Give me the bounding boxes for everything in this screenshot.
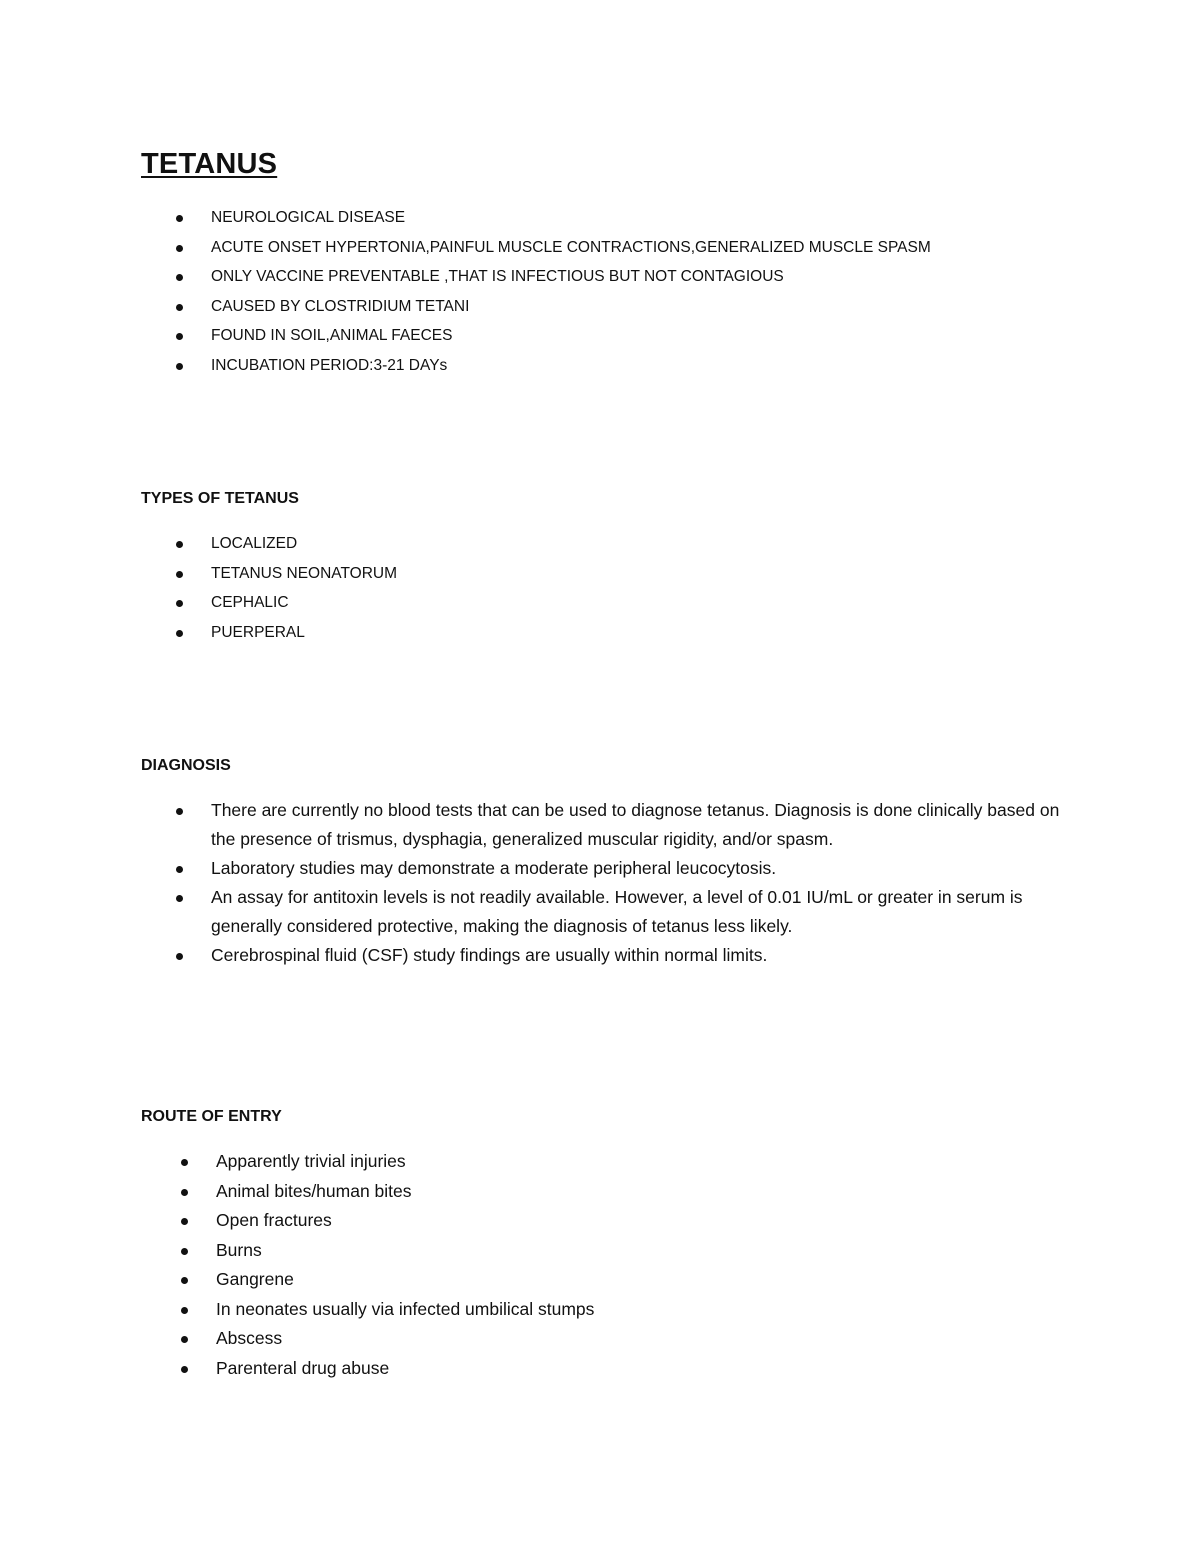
bullet-icon [181,1248,188,1255]
list-item-text: Animal bites/human bites [216,1180,412,1201]
bullet-icon [176,808,183,815]
intro-list [141,203,1091,380]
list-item [141,262,1091,292]
bullet-icon [181,1218,188,1225]
bullet-icon [176,953,183,960]
list-item [141,1236,594,1266]
list-item-text: Laboratory studies may demonstrate a moderate peripheral leucocytosis. [211,858,777,878]
list-item-text: Abscess [216,1328,283,1348]
bullet-icon [176,333,183,340]
list-item [141,796,1071,854]
list-item-text: INCUBATION PERIOD:3-21 DAYs [211,356,448,374]
bullet-icon [176,363,183,370]
list-item-text: FOUND IN SOIL,ANIMAL FAECES [211,327,453,344]
bullet-icon [176,245,183,252]
list-item-text: LOCALIZED [211,535,298,552]
diagnosis-list [141,796,1071,970]
list-item-text: Cerebrospinal fluid (CSF) study findings are usually within normal limits. [211,945,768,965]
bullet-icon [176,895,183,902]
list-item-text: There are currently no blood tests that can be used to diagnose tetanus. Diagnosis is done clinically based on the presence of trismus, dysphagia, generalized muscular rigidity, and/or spasm. [211,800,1060,849]
bullet-icon [176,630,183,637]
bullet-icon [181,1307,188,1314]
list-item [141,559,1091,589]
types-list [141,529,1091,647]
bullet-icon [181,1366,188,1373]
list-item-text: NEUROLOGICAL DISEASE [211,209,406,226]
list-item-text: CAUSED BY CLOSTRIDIUM TETANI [211,297,470,315]
list-item [141,883,1071,941]
route-list [141,1147,594,1383]
list-item [141,1265,594,1295]
list-item [141,203,1091,233]
list-item-text: Open fractures [216,1210,332,1230]
list-item-text: PUERPERAL [211,623,305,641]
list-item-text: TETANUS NEONATORUM [211,564,398,582]
list-item [141,854,1071,883]
list-item [141,529,1091,559]
list-item [141,1354,594,1384]
list-item [141,588,1091,618]
list-item [141,351,1091,381]
list-item [141,1147,594,1177]
list-item-text: Apparently trivial injuries [216,1151,406,1171]
list-item [141,233,1091,263]
bullet-icon [176,215,183,222]
list-item [141,1295,594,1325]
list-item-text: Parenteral drug abuse [216,1357,390,1378]
types-heading: TYPES OF TETANUS [141,490,299,507]
bullet-icon [176,600,183,607]
list-item-text: ACUTE ONSET HYPERTONIA,PAINFUL MUSCLE CONTRACTIONS,GENERALIZED MUSCLE SPASM [211,238,931,256]
bullet-icon [181,1277,188,1284]
list-item [141,1177,594,1207]
list-item-text: ONLY VACCINE PREVENTABLE ,THAT IS INFECTIOUS BUT NOT CONTAGIOUS [211,268,784,285]
bullet-icon [176,274,183,281]
list-item [141,321,1091,351]
bullet-icon [181,1189,188,1196]
list-item [141,941,1071,970]
list-item [141,292,1091,322]
bullet-icon [176,866,183,873]
list-item [141,618,1091,648]
list-item-text: An assay for antitoxin levels is not readily available. However, a level of 0.01 IU/mL or greater in serum is generally considered protective, making the diagnosis of tetanus less likely. [211,887,1023,936]
list-item-text: Burns [216,1239,262,1260]
route-heading: ROUTE OF ENTRY [141,1108,282,1125]
bullet-icon [181,1159,188,1166]
bullet-icon [176,541,183,548]
list-item-text: Gangrene [216,1269,294,1289]
list-item [141,1324,594,1354]
list-item [141,1206,594,1236]
list-item-text: In neonates usually via infected umbilical stumps [216,1298,595,1319]
bullet-icon [181,1336,188,1343]
list-item-text: CEPHALIC [211,594,289,611]
diagnosis-heading: DIAGNOSIS [141,757,231,774]
bullet-icon [176,304,183,311]
document-title: TETANUS [141,148,278,180]
bullet-icon [176,571,183,578]
